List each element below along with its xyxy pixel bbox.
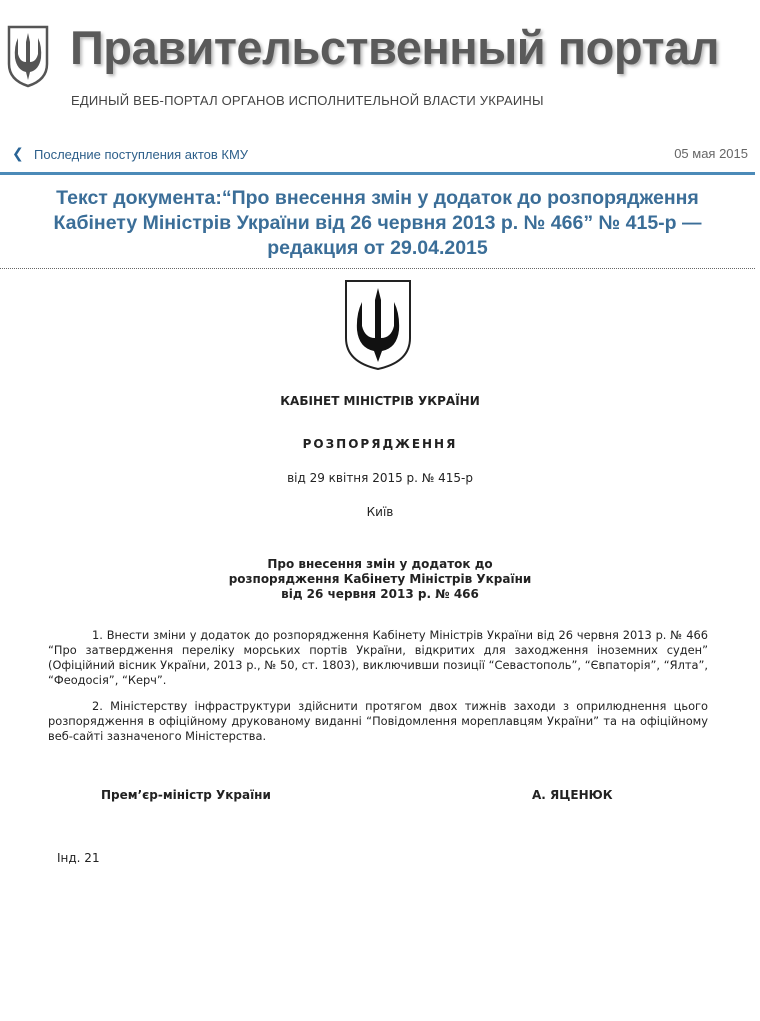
signatory-name: А. ЯЦЕНЮК <box>532 788 613 802</box>
back-to-latest-acts-link[interactable]: Последние поступления актов КМУ <box>34 147 249 162</box>
chevron-left-icon[interactable]: ❮ <box>12 145 24 161</box>
document-index: Інд. 21 <box>57 851 100 865</box>
coat-of-arms-logo[interactable] <box>6 24 50 88</box>
document-title: Текст документа:“Про внесення змін у додаток до розпорядження Кабінету Міністрів України від 26 червня 2013 р. № 466” № 415-р — редакция от 29.04.2015 <box>53 187 702 259</box>
trident-emblem-icon <box>343 278 413 372</box>
subject-line: від 26 червня 2013 р. № 466 <box>281 587 479 601</box>
navigation-bar <box>0 138 755 175</box>
document-paragraph-1: 1. Внести зміни у додаток до розпорядження Кабінету Міністрів України від 26 червня 2013 р. № 466 “Про затвердження переліку морських портів України, відкритих для заходження іноземних суден” (Офіційний вісник України, 2013 р., № 50, ст. 1803), виключивши позиції “Севастополь”, “Євпаторія”, “Ялта”, “Феодосія”, “Керч”. <box>48 628 708 687</box>
document-date-number: від 29 квітня 2015 р. № 415-р <box>287 471 473 485</box>
subject-line: розпорядження Кабінету Міністрів України <box>228 572 532 586</box>
document-city: Київ <box>366 505 394 519</box>
portal-subtitle: ЕДИНЫЙ ВЕБ-ПОРТАЛ ОРГАНОВ ИСПОЛНИТЕЛЬНОЙ ВЛАСТИ УКРАИНЫ <box>71 93 544 108</box>
publication-date: 05 мая 2015 <box>674 146 748 161</box>
document-subject <box>0 557 760 602</box>
divider <box>0 268 755 269</box>
document-paragraph-2: 2. Міністерству інфраструктури здійснити протягом двох тижнів заходи з оприлюднення цього розпорядження в офіційному друкованому виданні “Повідомлення мореплавцям України” та на офіційному веб-сайті зазначеного Міністерства. <box>48 699 708 743</box>
portal-title: Правительственный портал <box>70 21 719 74</box>
signatory-title: Прем’єр-міністр України <box>101 788 271 802</box>
document-type: РОЗПОРЯДЖЕННЯ <box>302 437 458 451</box>
subject-line: Про внесення змін у додаток до <box>267 557 493 571</box>
issuing-authority: КАБІНЕТ МІНІСТРІВ УКРАЇНИ <box>280 394 480 408</box>
